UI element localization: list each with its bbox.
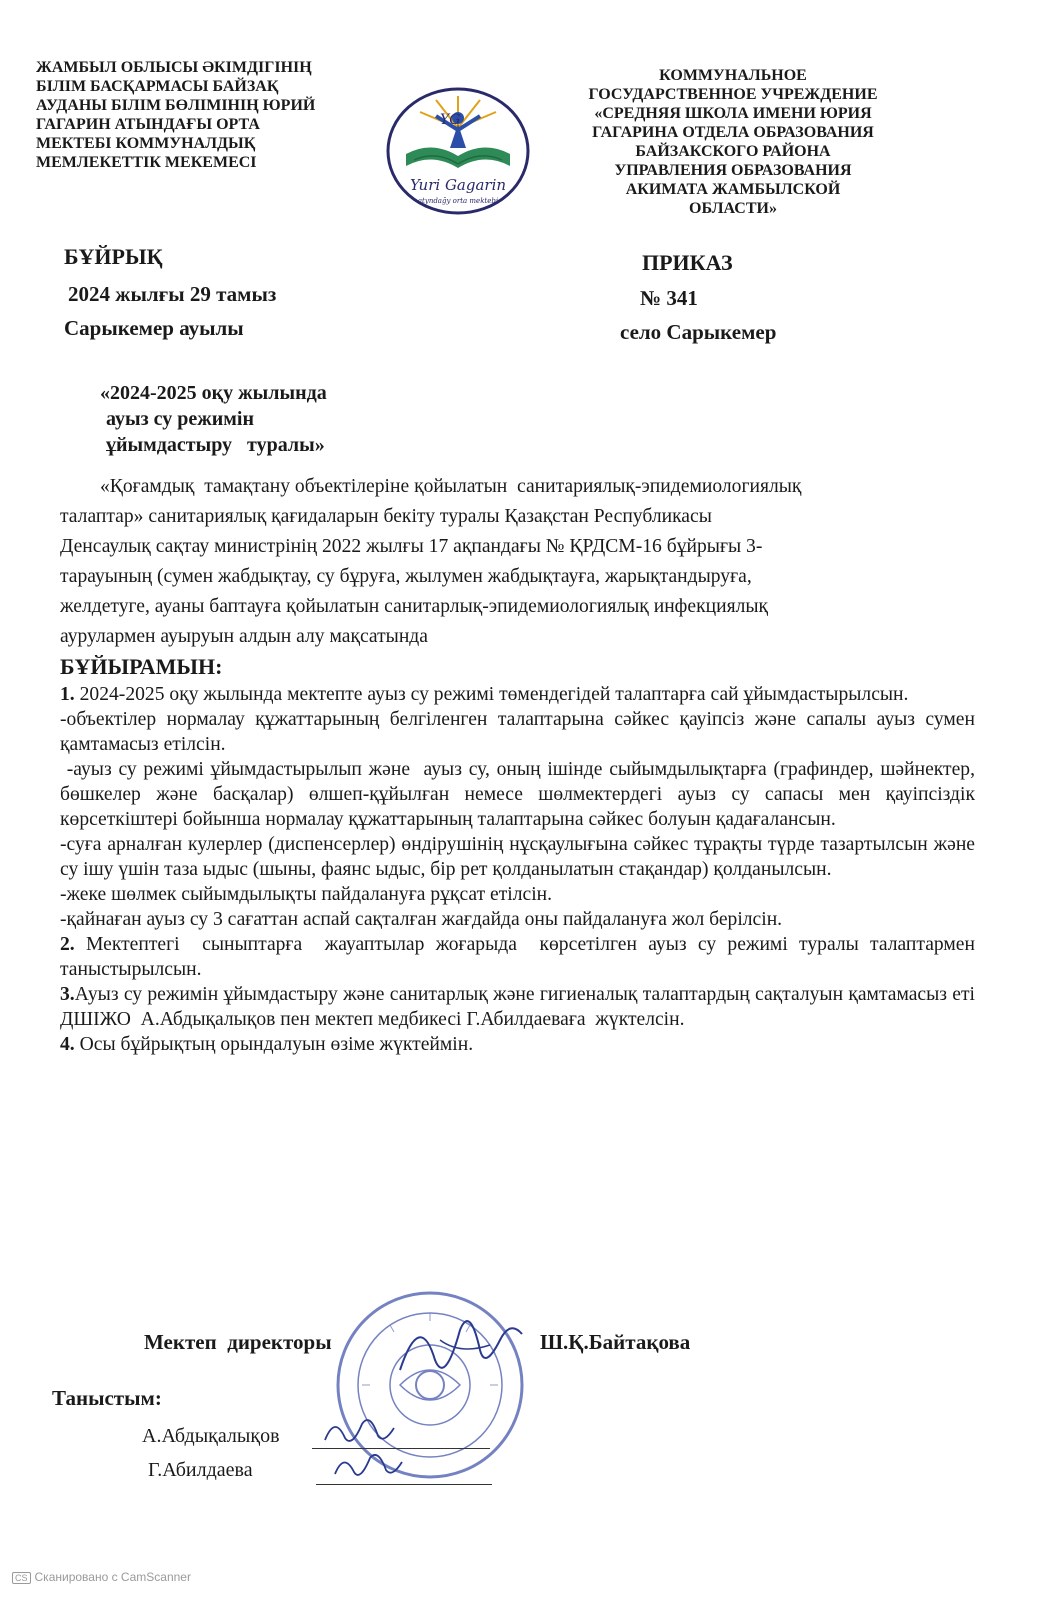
acknowledged-name: А.Абдықалықов — [142, 1425, 280, 1447]
preamble — [60, 472, 975, 652]
order-number: № 341 — [640, 286, 698, 310]
item-2 — [60, 932, 980, 982]
item-number: 3. — [60, 984, 75, 1005]
header-right-line: «СРЕДНЯЯ ШКОЛА ИМЕНИ ЮРИЯ — [594, 105, 872, 122]
command-heading: БҰЙЫРАМЫН: — [60, 654, 223, 679]
acknowledge-signature-icon — [320, 1410, 400, 1450]
header-right-line: УПРАВЛЕНИЯ ОБРАЗОВАНИЯ — [614, 162, 852, 179]
header-russian-institution — [568, 66, 898, 218]
acknowledged-title: Таныстым: — [52, 1386, 162, 1410]
subject-line: «2024-2025 оқу жылында — [100, 382, 327, 404]
header-kazakh-institution — [36, 58, 366, 172]
subject-line: ұйымдастыру туралы» — [106, 434, 325, 456]
scanner-footer — [12, 1570, 191, 1584]
directive-3: -суға арналған кулерлер (диспенсерлер) өндірушінің нұсқаулығына сәйкес тұрақты түрде тазартылсын және су ішу үшін таза ыдыс (шыны, фаянс ыдыс, бір рет қолданылатын стақандар) қолданылсын. — [60, 834, 975, 880]
order-date-kz: 2024 жылғы 29 тамыз — [68, 282, 277, 306]
order-title-kz: БҰЙРЫҚ — [64, 244, 163, 269]
item-number: 4. — [60, 1034, 75, 1055]
order-body — [60, 472, 980, 1057]
item-3 — [60, 982, 980, 1032]
director-signature-icon — [390, 1300, 530, 1390]
preamble-line: талаптар» санитариялық қағидаларын бекіту туралы Қазақстан Республикасы — [60, 506, 712, 527]
acknowledge-signature-icon — [330, 1446, 410, 1486]
signature-role: Мектеп директоры — [144, 1330, 332, 1354]
header-right-line: ОБЛАСТИ» — [689, 200, 777, 217]
logo-initials: YG — [440, 112, 461, 128]
header-left-line: МЕМЛЕКЕТТІК МЕКЕМЕСІ — [36, 154, 257, 171]
scanner-text: Сканировано с CamScanner — [34, 1570, 191, 1584]
header-right-line: ГАГАРИНА ОТДЕЛА ОБРАЗОВАНИЯ — [592, 124, 874, 141]
directive-5: -қайнаған ауыз су 3 сағаттан аспай сақталған жағдайда оны пайдалануға жол берілсін. — [60, 909, 783, 930]
header-left-line: ЖАМБЫЛ ОБЛЫСЫ ӘКІМДІГІНІҢ — [36, 59, 312, 76]
camscanner-icon: CS — [12, 1572, 31, 1584]
header-right-line: АКИМАТА ЖАМБЫЛСКОЙ — [625, 181, 841, 198]
item-text: Ауыз су режимін ұйымдастыру және санитарлық және гигиеналық талаптардың сақталуын қамтамасыз еті ДШІЖО А.Абдықалықов пен мектеп медбикесі Г.Абилдаеваға жүктелсін. — [60, 984, 980, 1030]
order-subject — [100, 380, 327, 458]
preamble-line: желдетуге, ауаны баптауға қойылатын санитарлық-эпидемиологиялық инфекциялық — [60, 596, 769, 617]
item-number: 1. — [60, 684, 75, 705]
order-title-ru: ПРИКАЗ — [642, 250, 733, 275]
header-left-line: БІЛІМ БАСҚАРМАСЫ БАЙЗАҚ — [36, 78, 279, 95]
logo-motto: atyndağy orta mektebi — [417, 197, 499, 205]
item-text: 2024-2025 оқу жылында мектепте ауыз су режимі төмендегідей талаптарға сай ұйымдастырылсын. — [79, 684, 909, 705]
acknowledged-name: Г.Абилдаева — [148, 1459, 253, 1481]
order-place-ru: село Сарыкемер — [620, 320, 777, 344]
item-text: Мектептегі сыныптарға жауаптылар жоғарыда көрсетілген ауыз су режимі туралы талаптармен таныстырылсын. — [60, 934, 980, 980]
item-text: Осы бұйрықтың орындалуын өзіме жүктеймін. — [74, 1034, 474, 1055]
preamble-line: Денсаулық сақтау министрінің 2022 жылғы 17 ақпандағы № ҚРДСМ-16 бұйрығы 3- — [60, 536, 763, 557]
preamble-line: аурулармен ауыруын алдын алу мақсатында — [60, 626, 428, 647]
directive-2: -ауыз су режимі ұйымдастырылып және ауыз су, оның ішінде сыйымдылықтарға (графиндер, шәйнектер, бөшкелер және басқалар) өлшеп-құйылған немесе шөлмектердегі ауыз су сапасы мен қауіпсіздік көрсеткіштері бойынша нормалау құжаттарының талаптарына сәйкес болуын қадағалансын. — [60, 759, 980, 830]
item-1 — [60, 682, 975, 707]
item-4 — [60, 1032, 975, 1057]
header-right-line: ГОСУДАРСТВЕННОЕ УЧРЕЖДЕНИЕ — [588, 86, 878, 103]
header-right-line: БАЙЗАКСКОГО РАЙОНА — [635, 143, 831, 160]
directive-4: -жеке шөлмек сыйымдылықты пайдалануға рұқсат етілсін. — [60, 884, 553, 905]
logo-name: Yuri Gagarin — [409, 176, 507, 194]
directive-1: -объектілер нормалау құжаттарының белгіленген талаптарына сәйкес қауіпсіз және сапалы ауыз сумен қамтамасыз етілсін. — [60, 709, 975, 755]
header-right-line: КОММУНАЛЬНОЕ — [659, 67, 807, 84]
header-left-line: ГАГАРИН АТЫНДАҒЫ ОРТА — [36, 116, 260, 133]
order-place-kz: Сарыкемер ауылы — [64, 316, 244, 340]
item-number: 2. — [60, 934, 75, 955]
signature-name: Ш.Қ.Байтақова — [540, 1330, 691, 1354]
subject-line: ауыз су режимін — [106, 408, 254, 430]
preamble-line: «Қоғамдық тамақтану объектілеріне қойылатын санитариялық-эпидемиологиялық — [100, 476, 802, 497]
header-left-line: АУДАНЫ БІЛІМ БӨЛІМІНІҢ ЮРИЙ — [36, 97, 316, 114]
school-logo — [384, 86, 532, 216]
header-left-line: МЕКТЕБІ КОММУНАЛДЫҚ — [36, 135, 256, 152]
preamble-line: тарауының (сумен жабдықтау, су бұруға, жылумен жабдықтауға, жарықтандыруға, — [60, 566, 752, 587]
